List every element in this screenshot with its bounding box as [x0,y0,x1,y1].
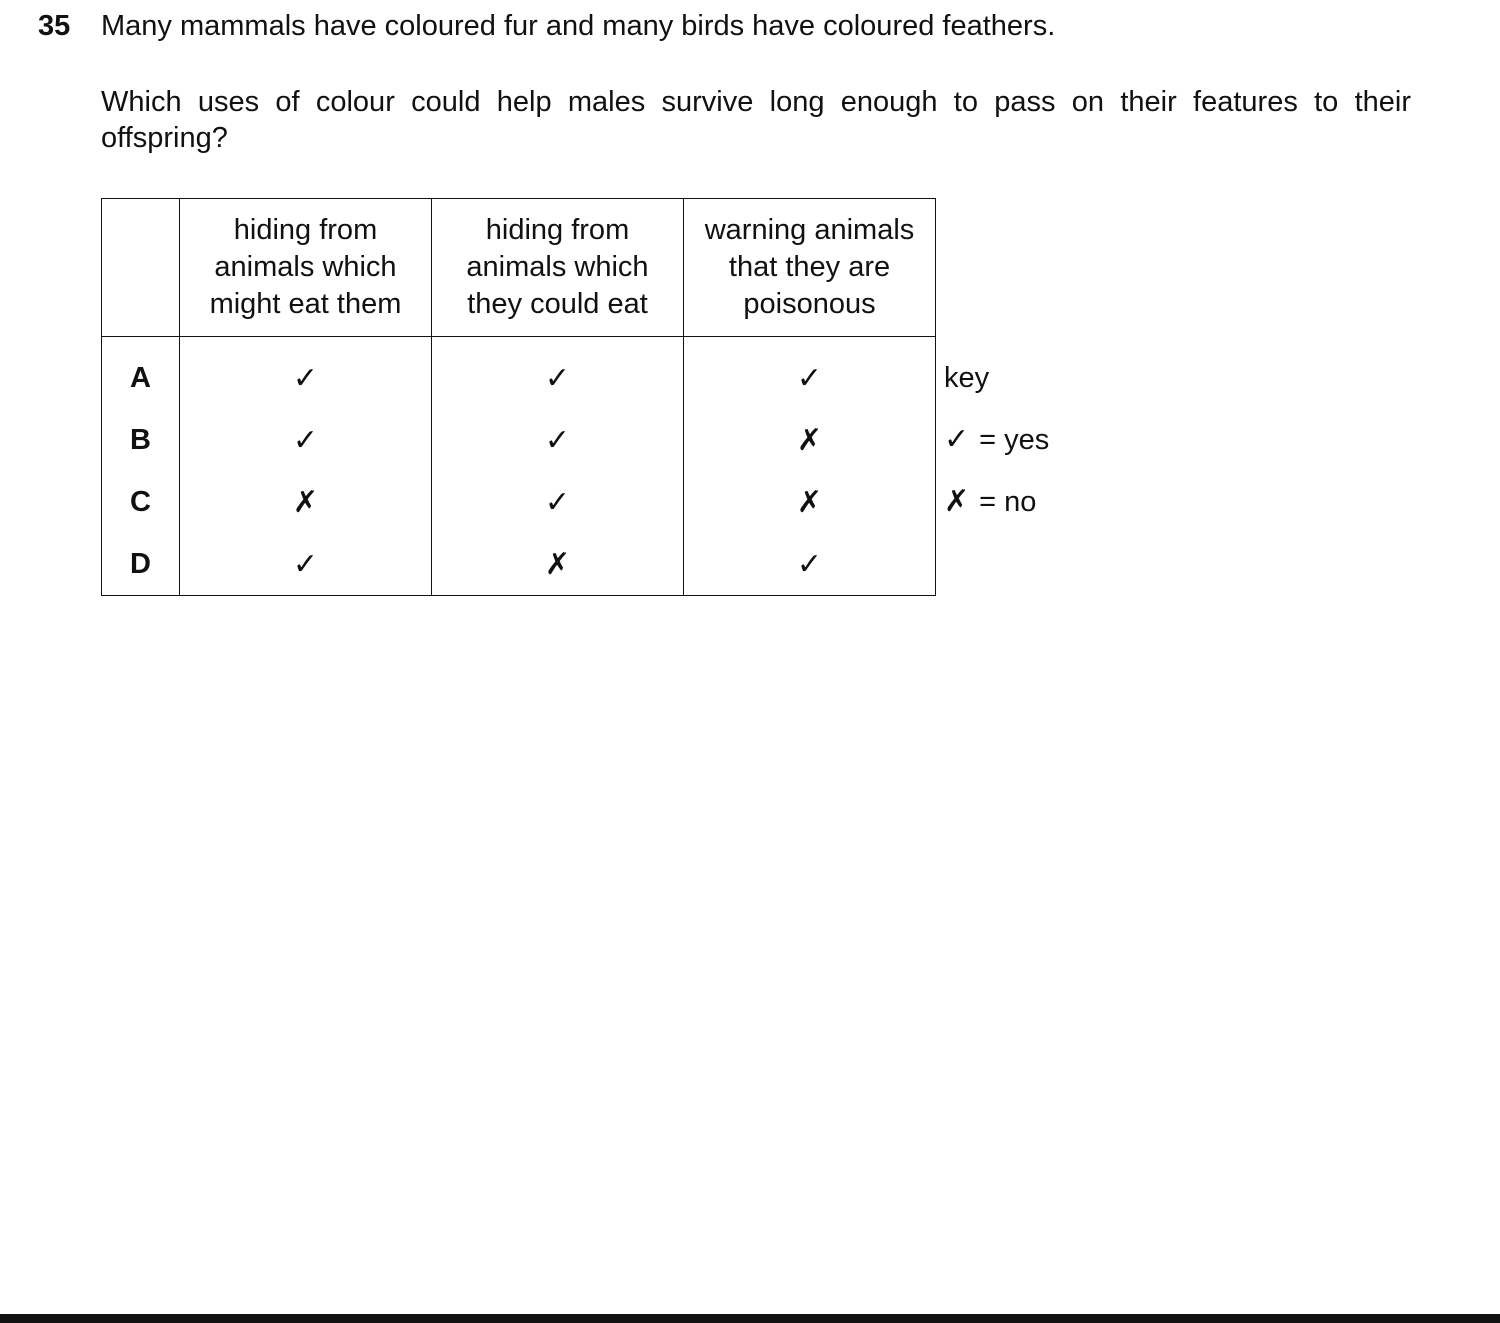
table-row [102,471,936,533]
table-row [102,533,936,596]
mark-icon: ✗ [544,547,571,582]
mark-icon: ✗ [292,485,319,520]
table-header-hiding-from-prey: hiding from animals which they could eat [432,199,684,337]
mark-icon: ✓ [796,547,823,582]
option-letter-d: D [102,533,180,596]
key-legend [944,360,1049,546]
option-letter-c: C [102,471,180,533]
mark-icon: ✓ [544,423,571,458]
mark-icon: ✓ [544,361,571,396]
mark-icon: ✗ [796,485,823,520]
table-cell [432,337,684,410]
table-cell [684,533,936,596]
table-cell [684,471,936,533]
question-stem: Which uses of colour could help males survive long enough to pass on their features to their offspring? [101,86,1411,154]
mark-icon: ✓ [292,423,319,458]
question-intro: Many mammals have coloured fur and many birds have coloured feathers. [101,10,1056,42]
table-cell [684,409,936,471]
key-yes-label: = yes [979,424,1050,456]
mark-icon: ✓ [796,361,823,396]
table-cell [432,533,684,596]
page-footer-bar [0,1314,1500,1323]
table-header-row [102,199,936,337]
options-table [101,198,936,596]
table-header-warning-poisonous: warning animals that they are poisonous [684,199,936,337]
table-cell [180,533,432,596]
table-cell [180,471,432,533]
table-row [102,337,936,410]
key-no-label: = no [979,486,1037,518]
table-cell [432,409,684,471]
mark-icon: ✗ [796,423,823,458]
question-number: 35 [38,10,71,42]
table-header-blank [102,199,180,337]
option-letter-a: A [102,337,180,410]
check-icon: ✓ [944,422,970,457]
mark-icon: ✓ [544,485,571,520]
table-cell [684,337,936,410]
table-cell [180,337,432,410]
table-row [102,409,936,471]
mark-icon: ✓ [292,547,319,582]
cross-icon: ✗ [944,484,970,519]
key-no [944,484,1049,546]
table-header-hiding-from-predators: hiding from animals which might eat them [180,199,432,337]
key-title: key [944,362,990,394]
table-cell [432,471,684,533]
option-letter-b: B [102,409,180,471]
mark-icon: ✓ [292,361,319,396]
table-cell [180,409,432,471]
key-yes [944,422,1049,484]
